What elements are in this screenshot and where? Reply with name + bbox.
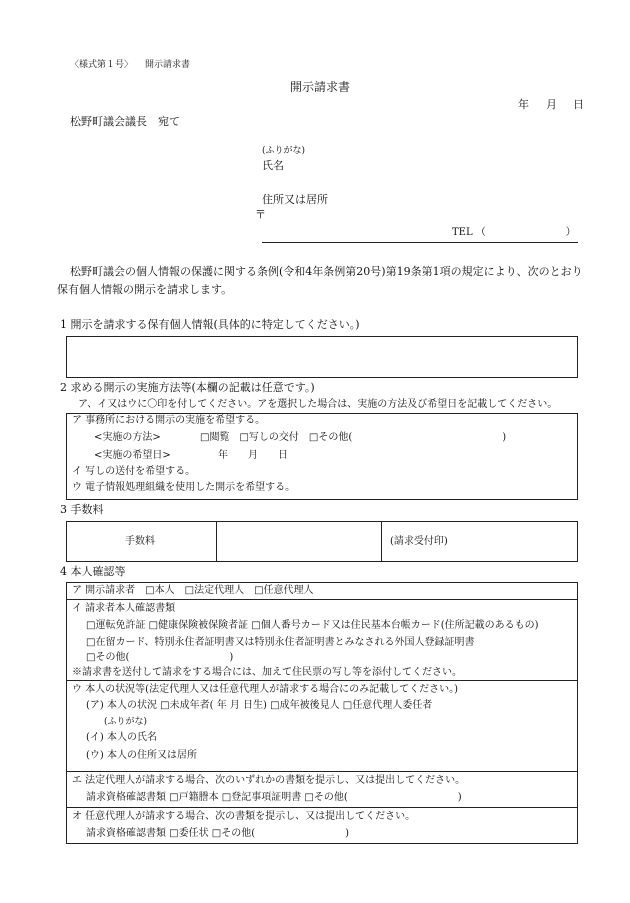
fee-label: 手数料: [125, 536, 155, 547]
form-number: 〈様式第１号〉: [70, 60, 134, 70]
intro-line-2: 保有個人情報の開示を請求します。: [57, 283, 233, 296]
form-title-small: 開示請求書: [145, 60, 191, 70]
option-i-mail[interactable]: イ 写しの送付を希望する。: [72, 466, 196, 477]
id-docs-note: ※請求書を送付して請求をする場合には、加えて住民票の写し等を添付してください。: [72, 667, 462, 678]
receipt-stamp-label: (請求受付印): [390, 536, 448, 547]
requester-type[interactable]: ア 開示請求者 □本人 □法定代理人 □任意代理人: [72, 585, 314, 596]
applicant-address-label: 住所又は居所: [262, 193, 328, 206]
principal-status-line[interactable]: (ア) 本人の状況 □未成年者( 年 月 日生) □成年被後見人 □任意代理人委任者: [86, 700, 433, 711]
date-year: 年: [518, 98, 529, 111]
section2-heading: 2 求める開示の実施方法等(本欄の記載は任意です。): [60, 381, 315, 394]
id-docs-title: イ 請求者本人確認書類: [72, 603, 176, 614]
principal-name-label: (イ) 本人の氏名: [86, 732, 157, 743]
intro-line-1: 松野町議会の個人情報の保護に関する条例(令和4年条例第20号)第19条第1項の規定により、次のとおり: [70, 265, 583, 278]
postal-mark: 〒: [255, 208, 266, 221]
section4-heading: 4 本人確認等: [60, 565, 126, 578]
method-label: <実施の方法>: [94, 432, 161, 443]
desired-date-fields[interactable]: 年 月 日: [218, 450, 288, 461]
fee-divider-2: [381, 521, 382, 562]
tel-label: TEL （ ）: [452, 227, 576, 238]
legal-agent-title: エ 法定代理人が請求する場合、次のいずれかの書類を提示し、又は提出してください。: [72, 775, 466, 786]
legal-agent-docs[interactable]: 請求資格確認書類 □戸籍謄本 □登記事項証明書 □その他( ): [86, 792, 462, 803]
section3-heading: 3 手数料: [60, 503, 104, 516]
date-day: 日: [573, 98, 584, 111]
principal-status-title: ウ 本人の状況等(法定代理人又は任意代理人が請求する場合にのみ記載してください。): [72, 684, 458, 695]
date-month: 月: [546, 98, 557, 111]
identity-divider-a: [66, 599, 578, 600]
identity-divider-u: [66, 771, 578, 772]
applicant-name-label: 氏名: [262, 159, 284, 172]
id-docs-line-3[interactable]: □その他( ): [86, 652, 234, 663]
identity-divider-i: [66, 680, 578, 681]
voluntary-agent-docs[interactable]: 請求資格確認書類 □委任状 □その他( ): [86, 828, 350, 839]
id-docs-line-1[interactable]: □運転免許証 □健康保険被保険者証 □個人番号カード又は住民基本台帳カード(住所記載のあるもの): [86, 620, 539, 631]
section1-heading: 1 開示を請求する保有個人情報(具体的に特定してください。): [60, 318, 360, 331]
fee-divider-1: [216, 521, 217, 562]
section2-note: ア、イ又はウに〇印を付してください。アを選択した場合は、実施の方法及び希望日を記載してください。: [78, 399, 558, 410]
page-title: 開示請求書: [290, 80, 351, 94]
desired-date-label: <実施の希望日>: [94, 450, 171, 461]
addressee: 松野町議会議長 宛て: [70, 115, 180, 128]
voluntary-agent-title: オ 任意代理人が請求する場合、次の書類を提示し、又は提出してください。: [72, 811, 416, 822]
applicant-furigana: (ふりがな): [262, 146, 306, 156]
principal-furigana: (ふりがな): [104, 717, 148, 727]
id-docs-line-2[interactable]: □在留カード、特別永住者証明書又は特別永住者証明書とみなされる外国人登録証明書: [86, 637, 475, 648]
principal-address-label: (ウ) 本人の住所又は居所: [86, 750, 197, 761]
option-a-office[interactable]: ア 事務所における開示の実施を希望する。: [72, 415, 266, 426]
method-options[interactable]: □閲覧 □写しの交付 □その他( ): [200, 432, 507, 443]
identity-divider-e: [66, 807, 578, 808]
requested-info-field[interactable]: [66, 336, 578, 378]
option-u-electronic[interactable]: ウ 電子情報処理組織を使用した開示を希望する。: [72, 482, 296, 493]
applicant-underline: [262, 242, 578, 243]
